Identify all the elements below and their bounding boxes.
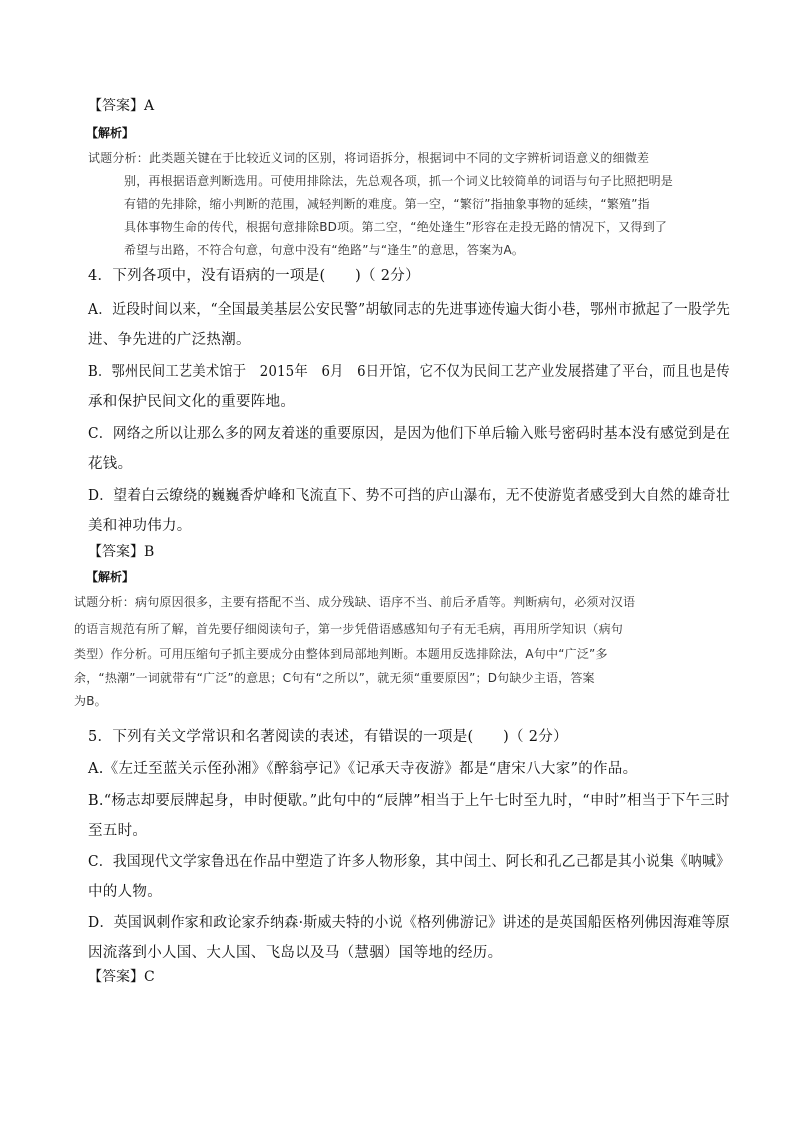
q3-analysis-label: 【解析】 <box>86 126 135 140</box>
q5-option-line: A.《左迁至蓝关示侄孙湘》《醉翁亭记》《记承天寺夜游》都是“唐宋八大家”的作品。 <box>88 761 638 777</box>
q3-analysis-line: 希望与出路，不符合句意，句意中没有“绝路”与“逢生”的意思，答案为A。 <box>124 243 525 257</box>
q4-analysis-line: 类型）作分析。可用压缩句子抓主要成分由整体到局部地判断。本题用反选排除法，A句中“广泛”多 <box>74 647 608 661</box>
q4-option-line: 花钱。 <box>88 456 133 472</box>
q5-option-line: D．英国讽刺作家和政论家乔纳森·斯威夫特的小说《格列佛游记》讲述的是英国船医格列佛因海难等原 <box>88 915 730 931</box>
q3-analysis-line: 别，再根据语意判断选用。可使用排除法，先总观各项，抓一个词义比较简单的词语与句子比照把明是 <box>124 174 674 188</box>
q3-answer: 【答案】A <box>88 98 155 114</box>
q4-analysis-line: 余，“热潮”一词就带有“广泛”的意思；C句有“之所以”，就无须“重要原因”；D句缺少主语，答案 <box>74 671 595 685</box>
q4-analysis-label: 【解析】 <box>86 570 135 584</box>
q3-analysis-line: 有错的先排除，缩小判断的范围，减轻判断的难度。第一空，“繁衍”指抽象事物的延续，“繁殖”指 <box>124 197 650 211</box>
q5-option-line: C．我国现代文学家鲁迅在作品中塑造了许多人物形象，其中闰土、阿长和孔乙己都是其小说集《呐喊》 <box>88 854 731 870</box>
q5-answer: 【答案】C <box>88 969 155 985</box>
q3-analysis-line: 试题分析：此类题关键在于比较近义词的区别，将词语拆分，根据词中不同的文字辨析词语意义的细微差 <box>88 151 650 165</box>
q4-option-line: B．鄂州民间工艺美术馆于 2015年 6月 6日开馆，它不仅为民间工艺产业发展搭建了平台，而且也是传 <box>88 364 730 380</box>
q4-analysis-line: 试题分析：病句原因很多，主要有搭配不当、成分残缺、语序不当、前后矛盾等。判断病句，必须对汉语 <box>74 595 636 609</box>
q4-option-line: C．网络之所以让那么多的网友着迷的重要原因，是因为他们下单后输入账号密码时基本没有感觉到是在 <box>88 426 731 442</box>
q4-analysis-line: 的语言规范有所了解，首先要仔细阅读句子，第一步凭借语感感知句子有无毛病，再用所学知识（病句 <box>74 622 624 636</box>
q5-option-line: 中的人物。 <box>88 884 162 900</box>
q4-option-line: D．望着白云缭绕的巍巍香炉峰和飞流直下、势不可挡的庐山瀑布，无不使游览者感受到大自然的雄奇壮 <box>88 488 730 504</box>
q4-answer: 【答案】B <box>88 544 155 560</box>
q5-stem: 5．下列有关文学常识和名著阅读的表述，有错误的一项是( )（ 2分） <box>88 729 568 745</box>
q4-option-line: A．近段时间以来，“全国最美基层公安民警”胡敏同志的先进事迹传遍大街小巷，鄂州市掀起了一股学先 <box>88 302 731 318</box>
q5-option-line: B.“杨志却要辰牌起身，申时便歇。”此句中的“辰牌”相当于上午七时至九时，“申时”相当于下午三时 <box>88 793 730 809</box>
q4-option-line: 进、争先进的广泛热潮。 <box>88 332 251 348</box>
q4-stem: 4．下列各项中，没有语病的一项是( )（ 2分） <box>88 268 420 284</box>
q4-analysis-line: 为B。 <box>74 694 107 708</box>
q5-option-line: 至五时。 <box>88 823 148 839</box>
q4-option-line: 美和神功伟力。 <box>88 518 192 534</box>
q3-analysis-line: 具体事物生命的传代，根据句意排除BD项。第二空，“绝处逢生”形容在走投无路的情况下，又得到了 <box>124 220 668 234</box>
q5-option-line: 因流落到小人国、大人国、飞岛以及马（慧骃）国等地的经历。 <box>88 945 503 961</box>
q4-option-line: 承和保护民间文化的重要阵地。 <box>88 394 296 410</box>
